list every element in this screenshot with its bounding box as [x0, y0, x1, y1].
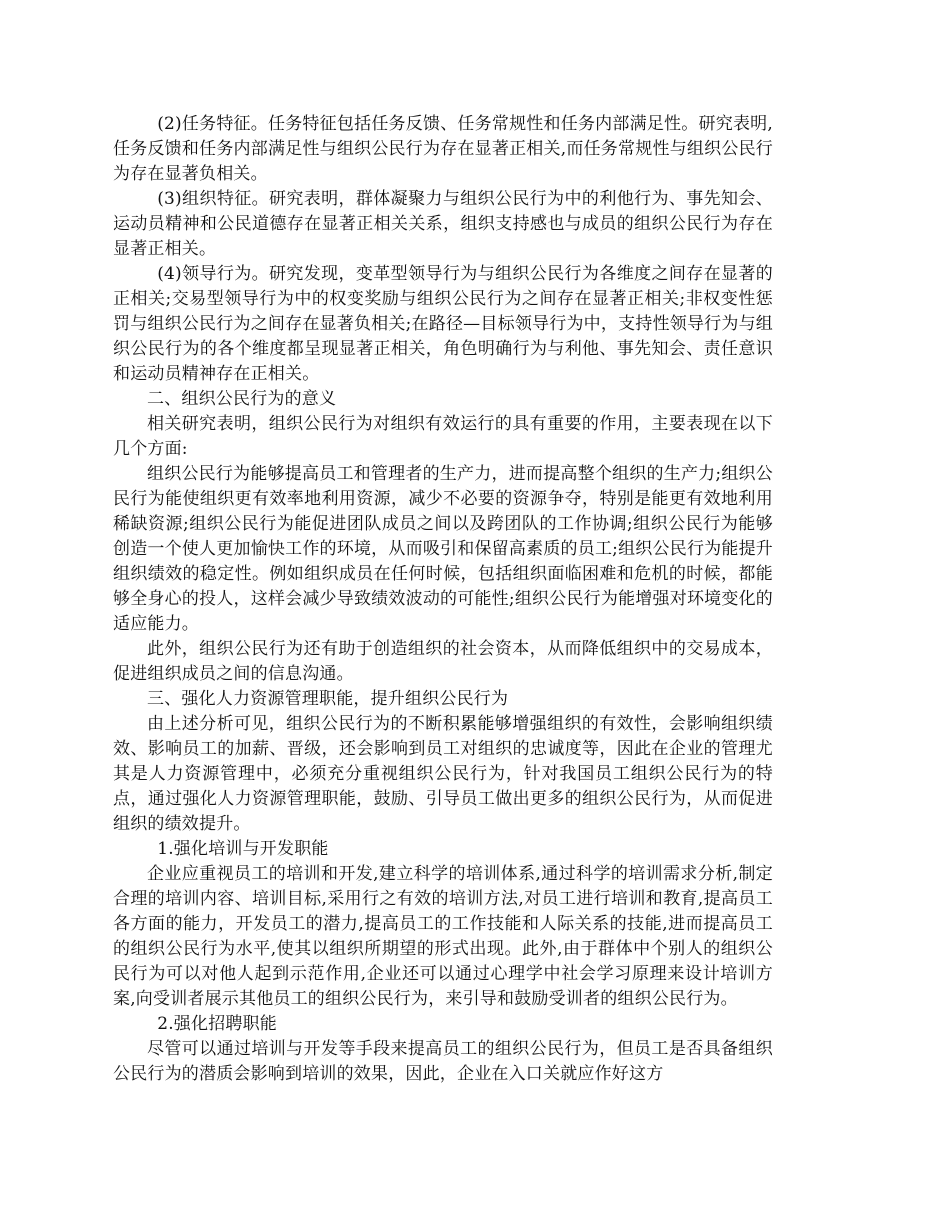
paragraph-task-characteristics: (2)任务特征。任务特征包括任务反馈、任务常规性和任务内部满足性。研究表明,任务反馈和任务内部满足性与组织公民行为存在显著正相关,而任务常规性与组织公民行为存在显著负相关。	[113, 114, 773, 184]
section-heading-significance: 二、组织公民行为的意义	[147, 389, 337, 409]
subheading-recruitment: 2.强化招聘职能	[157, 1014, 278, 1034]
paragraph-social-capital: 此外，组织公民行为还有助于创造组织的社会资本，从而降低组织中的交易成本，促进组织成员之间的信息沟通。	[113, 639, 773, 684]
paragraph-recruitment: 尽管可以通过培训与开发等手段来提高员工的组织公民行为，但员工是否具备组织公民行为的潜质会影响到培训的效果，因此，企业在入口关就应作好这方	[113, 1039, 773, 1084]
subheading-training: 1.强化培训与开发职能	[157, 839, 329, 859]
paragraph-hr-intro: 由上述分析可见，组织公民行为的不断积累能够增强组织的有效性，会影响组织绩效、影响员工的加薪、晋级，还会影响到员工对组织的忠诚度等，因此在企业的管理尤其是人力资源管理中，必须充分重视组织公民行为，针对我国员工组织公民行为的特点，通过强化人力资源管理职能，鼓励、引导员工做出更多的组织公民行为，从而促进组织的绩效提升。	[113, 714, 773, 834]
paragraph-organization-characteristics: (3)组织特征。研究表明，群体凝聚力与组织公民行为中的利他行为、事先知会、运动员精神和公民道德存在显著正相关关系，组织支持感也与成员的组织公民行为存在显著正相关。	[113, 189, 773, 259]
paragraph-training: 企业应重视员工的培训和开发,建立科学的培训体系,通过科学的培训需求分析,制定合理的培训内容、培训目标,采用行之有效的培训方法,对员工进行培训和教育,提高员工各方面的能力，开发员工的潜力,提高员工的工作技能和人际关系的技能,进而提高员工的组织公民行为水平,使其以组织所期望的形式出现。此外,由于群体中个别人的组织公民行为可以对他人起到示范作用,企业还可以通过心理学中社会学习原理来设计培训方案,向受训者展示其他员工的组织公民行为，来引导和鼓励受训者的组织公民行为。	[113, 864, 773, 1009]
paragraph-significance-details: 组织公民行为能够提高员工和管理者的生产力，进而提高整个组织的生产力;组织公民行为能使组织更有效率地利用资源，减少不必要的资源争夺，特别是能更有效地利用稀缺资源;组织公民行为能促进团队成员之间以及跨团队的工作协调;组织公民行为能够创造一个使人更加愉快工作的环境，从而吸引和保留高素质的员工;组织公民行为能提升组织绩效的稳定性。例如组织成员在任何时候，包括组织面临困难和危机的时候，都能够全身心的投人，这样会减少导致绩效波动的可能性;组织公民行为能增强对环境变化的适应能力。	[113, 464, 773, 634]
paragraph-significance-intro: 相关研究表明，组织公民行为对组织有效运行的具有重要的作用，主要表现在以下几个方面:	[113, 414, 773, 459]
section-heading-hr-functions: 三、强化人力资源管理职能，提升组织公民行为	[147, 689, 509, 709]
document-body	[113, 112, 773, 1087]
paragraph-leadership-behavior: (4)领导行为。研究发现，变革型领导行为与组织公民行为各维度之间存在显著的正相关;交易型领导行为中的权变奖励与组织公民行为之间存在显著正相关;非权变性惩罚与组织公民行为之间存在显著负相关;在路径—目标领导行为中，支持性领导行为与组织公民行为的各个维度都呈现显著正相关，角色明确行为与利他、事先知会、责任意识和运动员精神存在正相关。	[113, 264, 773, 384]
